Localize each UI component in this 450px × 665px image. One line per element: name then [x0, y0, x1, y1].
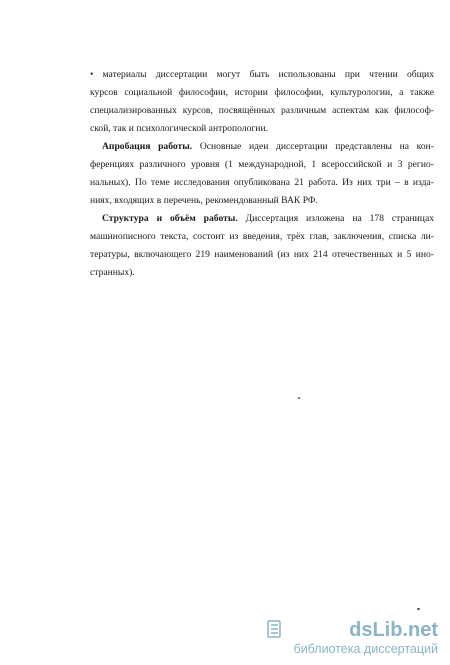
- structure-first-line: [102, 213, 434, 225]
- library-logo-icon: [248, 619, 282, 645]
- approbation-line-3: нальных). По теме исследования опубликована 21 работа. Из них три – в изда-: [90, 177, 434, 188]
- bullet-line-4: ской, так и психологической антропологии.: [90, 123, 268, 134]
- approbation-line-4: ниях, входящих в перечень, рекомендованный ВАК РФ.: [90, 195, 318, 206]
- bullet-line-2: курсов социальной философии, истории философии, культурологии, а также: [90, 87, 434, 98]
- structure-line-3: тературы, включающего 219 наименований (из них 214 отечественных и 5 ино-: [90, 249, 434, 260]
- page-number-mark: [417, 608, 420, 610]
- structure-line-2: машинописного текста, состоит из введения, трёх глав, заключения, списка ли-: [90, 231, 434, 242]
- watermark-logo: dsLib.net: [349, 619, 438, 641]
- watermark-subtitle: библиотека диссертаций: [293, 642, 438, 656]
- bullet-line-1: • материалы диссертации могут быть использованы при чтении общих: [90, 69, 434, 80]
- approbation-first-line: [102, 141, 434, 153]
- approbation-heading: Апробация работы.: [102, 141, 193, 152]
- structure-heading: Структура и объём работы.: [102, 213, 238, 224]
- structure-text-start: Диссертация изложена на 178 страницах: [245, 213, 434, 224]
- approbation-text-start: Основные идеи диссертации представлены на кон-: [199, 141, 434, 152]
- approbation-line-2: ференциях различного уровня (1 международной, 1 всероссийской и 3 регио-: [90, 159, 434, 170]
- scan-speck: [298, 397, 300, 399]
- bullet-line-3: специализированных курсов, посвящённых различным аспектам как философ-: [90, 105, 434, 116]
- structure-line-4: странных).: [90, 267, 135, 278]
- dslib-watermark[interactable]: [248, 619, 438, 659]
